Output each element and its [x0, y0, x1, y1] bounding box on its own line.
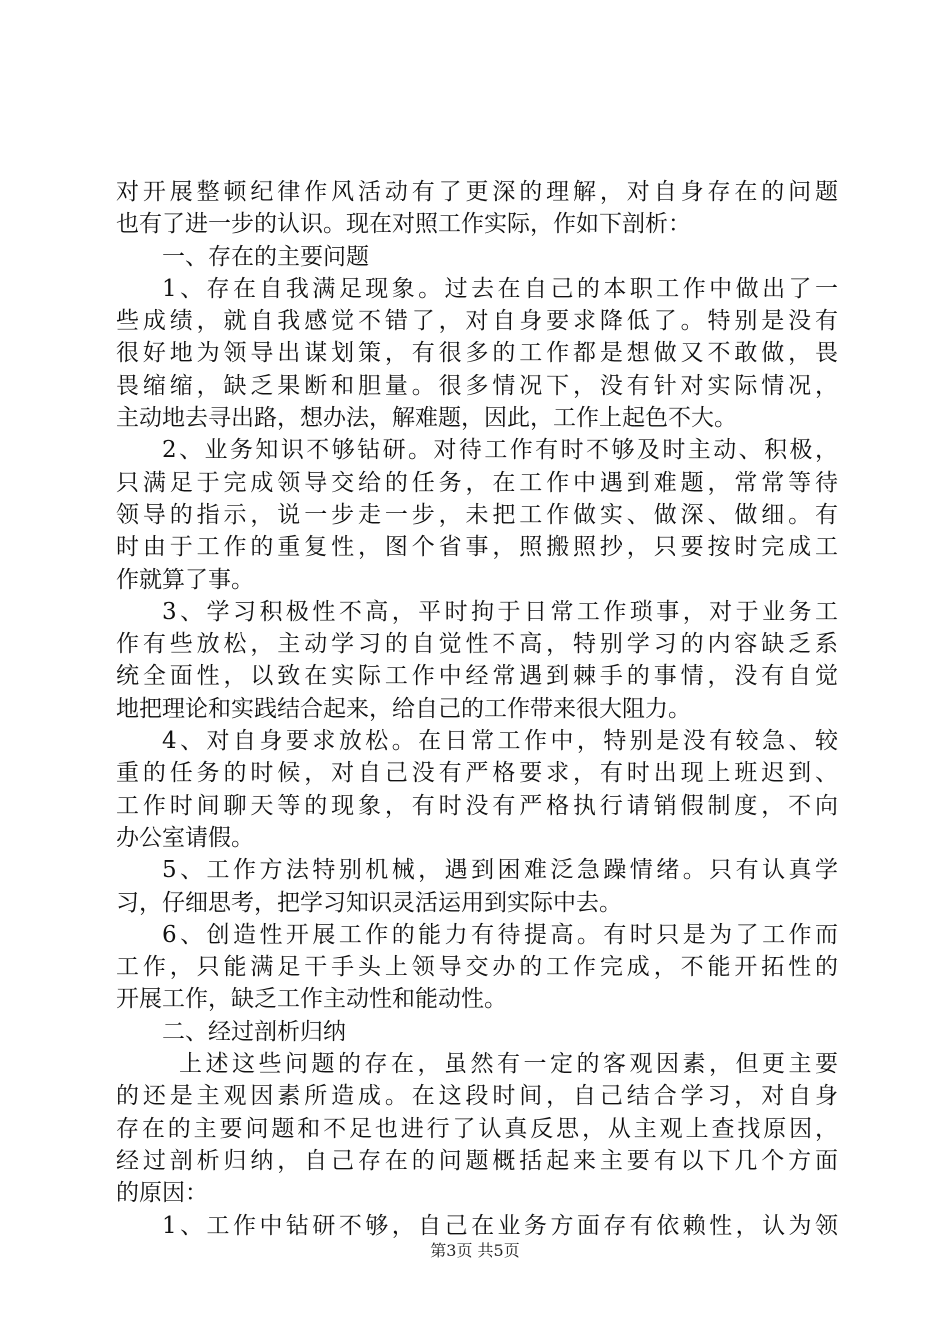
document-body — [116, 176, 838, 1242]
text-line: 作就算了事。 — [116, 566, 254, 593]
text-line: 习，仔细思考，把学习知识灵活运用到实际中去。 — [116, 889, 622, 916]
text-line: 的还是主观因素所造成。在这段时间，自己结合学习，对自身 — [116, 1083, 838, 1110]
text-line: 些成绩，就自我感觉不错了，对自身要求降低了。特别是没有 — [116, 308, 838, 335]
text-line: 工作时间聊天等的现象，有时没有严格执行请销假制度，不向 — [116, 792, 838, 819]
text-line: 2、业务知识不够钻研。对待工作有时不够及时主动、积极， — [162, 437, 838, 464]
text-line: 主动地去寻出路，想办法，解难题，因此，工作上起色不大。 — [116, 405, 737, 432]
text-line: 统全面性，以致在实际工作中经常遇到棘手的事情，没有自觉 — [116, 663, 838, 690]
text-line: 畏缩缩，缺乏果断和胆量。很多情况下，没有针对实际情况， — [116, 372, 838, 399]
text-line: 很好地为领导出谋划策，有很多的工作都是想做又不敢做，畏 — [116, 340, 838, 367]
section-heading: 二、经过剖析归纳 — [162, 1018, 346, 1045]
text-line: 1、工作中钻研不够，自己在业务方面存有依赖性，认为领 — [162, 1212, 838, 1239]
text-line: 作有些放松，主动学习的自觉性不高，特别学习的内容缺乏系 — [116, 631, 838, 658]
text-line: 4、对自身要求放松。在日常工作中，特别是没有较急、较 — [162, 728, 838, 755]
text-line: 的原因： — [116, 1180, 208, 1207]
text-line: 只满足于完成领导交给的任务，在工作中遇到难题，常常等待 — [116, 469, 838, 496]
text-line: 对开展整顿纪律作风活动有了更深的理解，对自身存在的问题 — [116, 179, 838, 205]
text-line: 存在的主要问题和不足也进行了认真反思，从主观上查找原因， — [116, 1115, 838, 1142]
text-line: 领导的指示，说一步走一步，未把工作做实、做深、做细。有 — [116, 501, 838, 528]
text-line: 办公室请假。 — [116, 824, 254, 851]
text-line: 也有了进一步的认识。现在对照工作实际，作如下剖析： — [116, 211, 691, 238]
text-line: 6、创造性开展工作的能力有待提高。有时只是为了工作而 — [162, 921, 838, 948]
text-line: 开展工作，缺乏工作主动性和能动性。 — [116, 986, 507, 1013]
text-line: 1、存在自我满足现象。过去在自己的本职工作中做出了一 — [162, 275, 838, 302]
text-line: 3、学习积极性不高，平时拘于日常工作琐事，对于业务工 — [162, 598, 838, 625]
text-line: 时由于工作的重复性，图个省事，照搬照抄，只要按时完成工 — [116, 534, 838, 561]
text-line: 地把理论和实践结合起来，给自己的工作带来很大阻力。 — [116, 695, 691, 722]
text-line: 经过剖析归纳，自己存在的问题概括起来主要有以下几个方面 — [116, 1147, 838, 1174]
text-line: 5、工作方法特别机械，遇到困难泛急躁情绪。只有认真学 — [162, 857, 838, 884]
text-line: 上述这些问题的存在，虽然有一定的客观因素，但更主要 — [179, 1051, 838, 1078]
page-number: 第3页 共5页 — [430, 1241, 520, 1260]
text-line: 工作，只能满足干手头上领导交办的工作完成，不能开拓性的 — [116, 954, 838, 981]
section-heading: 一、存在的主要问题 — [162, 243, 369, 270]
text-line: 重的任务的时候，对自己没有严格要求，有时出现上班迟到、 — [116, 760, 838, 787]
